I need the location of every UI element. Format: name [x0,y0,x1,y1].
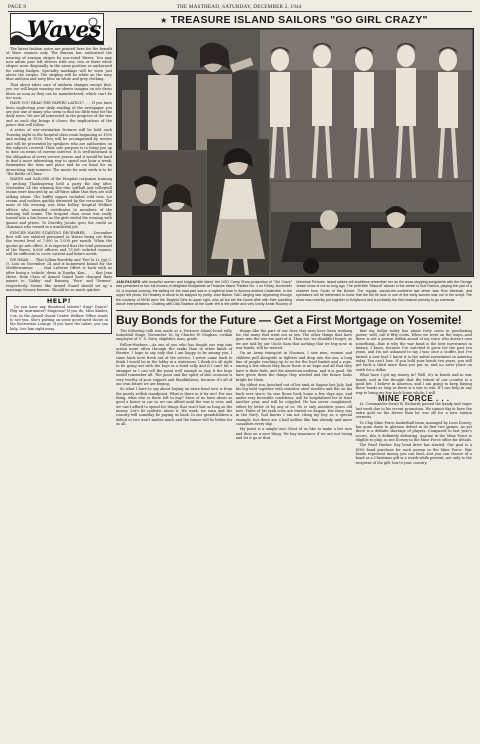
bonds-column-2 [236,329,352,466]
waves-logo [10,13,104,45]
photo-chorus-line [260,30,472,180]
help-title: HELP! [46,297,72,306]
photo-center-dancer [207,139,269,275]
photo-lower-left-couple [118,152,205,275]
star-icon: ★ [160,15,168,25]
bonds-headline: Buy Bonds for the Future — Get a First Mortgage on Yosemite! [116,312,462,327]
column-paragraph: The latest fashion notes are printed here for the benefit of Wave seamen only. The Bureau has authorized the wearing of seaman stripes by non-rated Waves. You may now adorn your left sleeves with one, two or three white stripes worn diagonally in the same position as authorized for rating badges. Specialty markings will be worn just above the stripes. The striping will be white on the navy blue uniform and navy blue on white and grey clothing. [6,47,112,82]
mine-paragraph: To Chip Mine Force basketball team, managed by Leon Dorsey, has gone down to glorious defeat in its first two games. As yet there is a definite shortage of players. Compared to last year's scores, this is definitely defeating. Anyone in the Mine Force is eligible to play, so see Dorsey in the Mine Force office for details. [355,420,472,442]
column-paragraph: A series of war-orientation lectures will be held each Tuesday night in the hospital class room beginning at 1900 and ending at 1930. They will be accompanied by movies and will be presented by speakers who are authorities on the subjects covered. Their sole purpose is to bring you up to date on items of current interest. It is well-informed in the obligation of every service person and it would be hard to find a more interesting way to spend one hour a week. Remember the time and place and be on hand for an interesting sixty minutes. The movie for next week is to be 'The Battle of China.' [6,128,112,176]
waves-column-body [6,47,112,334]
photo-taxi-scene [271,182,472,275]
bonds-paragraph: My oldest son, knocked out of his tank at Saipan last July, had his leg held together with stainless steel needles and flat on his back ever since; he was flown back home a few days ago, and under very favorable conditions, will be hospitalized for at least another year, and will be crippled. He has never complained, either by letter or by any of us. He is only nineteen years old now. Three of his tank crew are buried on Saipan. His story was in the Navy. God knows I am not citing my boy as a special example, but there are a half million like him already, and more casualties every day. [235,382,353,426]
bonds-paragraph: So what I have to say about buying an extra bond now is from the purely selfish standpoint. What is there in it for me? For one thing, what else is there left to buy? Most of us have about as good a house or car as we can afford until the war is over, and we can't afford to spend for things that won't last as long as the money. Let's be realistic about it. We work, we earn and the country will someday be paying us back. In our grandchildren a deficit or two won't matter much and the future will be better for us all. [116,387,233,426]
running-head [8,2,472,12]
column-paragraph: That about takes care of uniform changes except that, yes, we will begin wearing our sleeve insignia on our dress blues as soon as they can be manufactured, which can't be too soon. [6,82,112,100]
caption-text: with beautiful women and bulging with talent, the USO Camp Show production of "Girl Crazy" was presented to two full houses of delighted bluejackets at Treasure Island Theatre No. 1 on Friday, November 24. A musical comedy, the setting for the mad-part was in a mythical town in Arizona dubbed Custerville. In the upper left photo, Ed Heasley is about to be slapped by pretty Joan Barton, N&C singing star. Appearing through the courtesy of MGM were the Ziegfeld Girls at upper right, who all but set the house afire with their sparkling dance interpretations. Chatting with Dick Baldwin at the lower left is the petite and very lovely Annie Rooney of Universal Pictures. Island sailors will doubtless remember her as the show-stopping songstress with the George Jessel show of not so long ago. The petit little "Mascot" dancer in the center is Sue Ramos, playing the part of a charmer from South of the Border. The regular, across-the-continent taxi driver was Rod Marshall, and spectators will be interested to know that the full tie took in one of the early scenes was not in the script. The show was recently put together in Hollywood and is probably the first musical comedy to go overseas. [116,280,472,307]
photo-caption [116,280,472,307]
page-number: PAGE 8 [8,3,27,10]
photo-spread [116,28,474,277]
bonds-column-1 [116,329,232,466]
running-head-title: THE MASTHEAD, SATURDAY, DECEMBER 2, 1944 [176,3,302,10]
caption-lead: JAM-PACKED [116,280,141,284]
bonds-paragraph: that my dollar today has about forty cents in purchasing power; well, call it fifty cents. When we were on the ways—and there is not a person within sound of my voice who doesn't own something—that is why the war bond is the best investment in history. I know, because I've watched it grow for the past ten years, and I'm not ashamed to say I was once a scoffer, but I've turned a new leaf. I know it is the safest investment in America today. You can't lose. If you hold your bonds ten years, you will get back a third more than you put in, and no safer place on earth for a dollar. [355,328,472,372]
column-paragraph: HAVE YOU READ THE PAPERS LATELY? . . . If you have been neglecting your daily reading of the newspaper you are just one of many who seem to find too little time for the daily news. We are all interested in the progress of the war and as each day brings it closer, the implications of the peace that will follow. [6,101,112,128]
help-box [6,296,112,333]
main-content [116,13,472,466]
photo-slap-scene [118,30,258,150]
section-divider [116,310,472,311]
bonds-article [116,329,472,466]
column-paragraph: WE HEAR . . . That Lillian Borofsky and 'Pee' la Li, (jg) C. O. Lois on November 24 and is homeward bound for the Mediterranean . . . that LaVerne Offert is back with us after being a 'vehicle' dress in Topeka, Kan., . . . that Jean Howe, from Class of Armed Guard have changed their names to 'Gabby' and Ramsey, 'Pace' and 'Farmer,' respectively. Seems like Armed Guard should set up a marriage license bureau. Should be so much quicker. [6,257,112,293]
bonds-paragraph: What have I got my money in? Well, it's in bonds and in war bonds, and in the thought that the future of our country is a good bet. I believe in America, and I am going to keep buying these bonds as long as there is a war to win. If I can help in any way to bring my boy back home whole, I will. [355,373,472,395]
mine-force-headline: MINE FORCE . . . [377,393,450,403]
feature-headline [116,13,472,27]
waves-column [6,13,112,738]
column-paragraph: FENCER WAVES STARTING DECEMBER . . . December first will see enlisted personnel in Waves being cut from the recent level of 7,500 to 1,000 per month. When the quotas go into effect, it is expected that the total personnel of the Waves, 8,000 officers and 75,000 enlisted women, will be sufficient to cover current and future needs. [6,230,112,257]
bonds-paragraph: things like the part of our lives that men have been working for, the many that went out at sea. The other things that have gone into the war are part of it. Then too, we shouldn't forget, as we are told by our Uncle Sam that nothing that we buy now, in war bonds, will be wasted. [235,328,353,351]
mine-paragraph: Lt. Commander David W. Richards passed the handy and eager last week due to his recent promotion. We cannot dig to have the extra gold on his sleeve than he was off for a new station overseas. [355,402,472,420]
waves-logo-text: Waves [27,17,101,43]
bonds-paragraph: The following talk was made at a Treasure Island bond rally, Industrial Stage, November 16, by Charles W. Moghan, civilian employee of U. S. Navy, shipfitter, man, grade. [116,328,233,342]
column-paragraph: WAVES and SAILORS of the Hospital corpsmen training to prolong Thanksgiving held a party the day after. November 24 the winning Doc-ette softball and volleyball teams were honored by an all-Wave affair that they are still talking about. The buffet supper included cold cuts, ice cream, and cookies quickly devoured by the voracious. The main of the evening was Miss Kelley, hospital Welfare officer, who awarded certificates to members of the winning ball teams. The hospital class room was really turned into a fun house as the girls ended the evening with games and prizes. To Dorothy Jacobs goes the credit as chairman who turned in a wonderful job. [6,177,112,230]
feature-headline-text: TREASURE ISLAND SAILORS "GO GIRL CRAZY" [170,14,428,26]
bonds-paragraph: On an Army transport in Noumea, I saw men, women and children pull alongside in lighters and drop into the sea, a long line of people reaching up to us for the food basket and a rope, among a few whom they know there is no hope and all that they have is their faith, and the American uniform, and it is good. We have given them the things they needed and the future looks bright for them. [235,351,353,382]
mine-paragraph: The Pearl Harbor Day bond drive has started. Our goal is a $100 bond purchase for each person in the Mine Force. War bonds represent money you can lend—but you can choose of a bond as a Christmas gift is a worth-while present, not only to the recipient of the gift, but to your country. [355,443,472,465]
bonds-column-3 [356,329,472,466]
help-body: Do you have any theatrical talents? Sing? Dance? Play an instrument? Magician? If you do, Miss Kinder, Cox, in the Armed Guard Center Welfare Office wants to see you. She's putting on some good-sized shows in the Recreation Lounge. If you have the talent, you can help. See him right away. [10,304,108,331]
bonds-paragraph: My point is a simple one: Most of us like to make a bet now and then on a sure thing. We buy insurance if we are not losing and let it go at that. [235,427,353,440]
bonds-paragraph: Fellow-Workers:—As one of you who has fought our way into action more often through the ranks than in other kinds of theatre, I hope to say only that I am happy to be among you. I came back here fresh out of the service. I never came back to think I would be in the lobby in a stateroom. I think it's all right to be going out with the boys in a bond rally and if I can't hit a stranger or I can tell the point well enough to stay it the boys would remember all. The point and the spirit of this occasion is very worthy of your support and thankfulness, because it's all of our own future we are buying. [116,342,233,386]
